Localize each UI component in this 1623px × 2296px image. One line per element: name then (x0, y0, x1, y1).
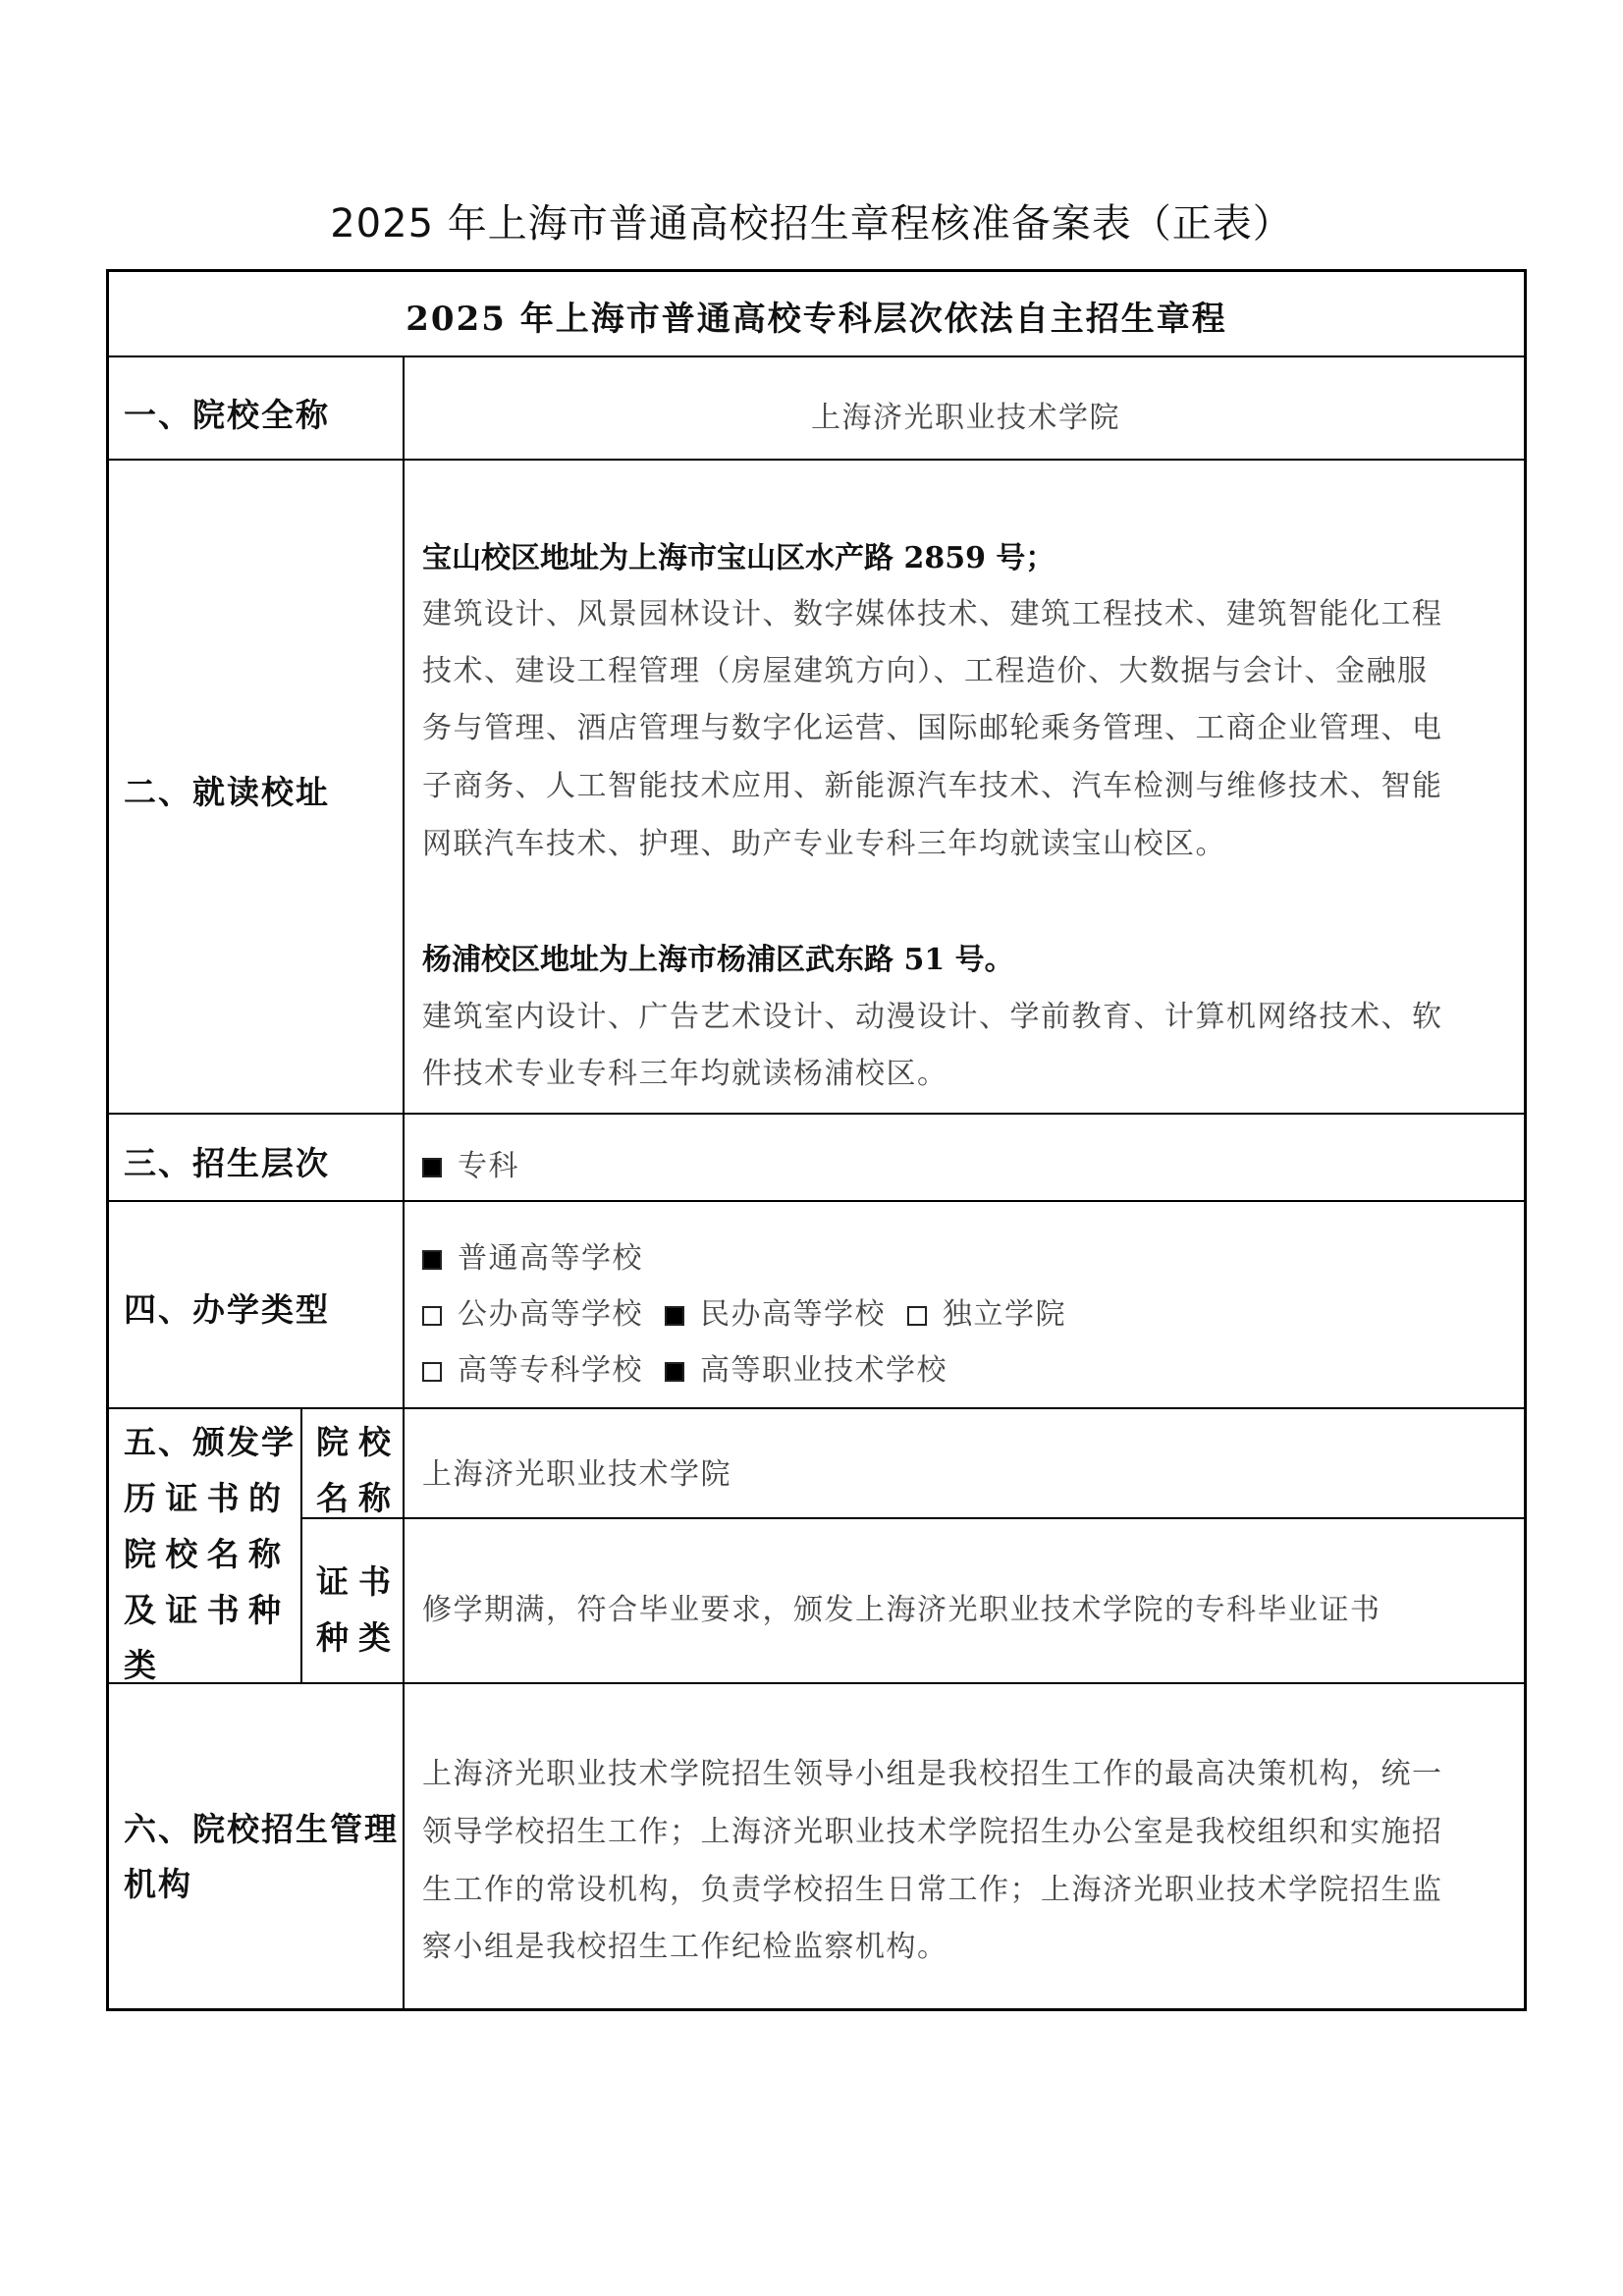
campus2-heading: 杨浦校区地址为上海市杨浦区武东路 51 号。 (422, 943, 1014, 977)
label-certificate-line (124, 1529, 283, 1575)
row-divider (106, 1682, 1527, 1684)
checkbox-empty-icon (907, 1306, 927, 1326)
school-type-option: 高等职业技术学校 (700, 1353, 947, 1388)
label-certificate-char: 的 (247, 1479, 283, 1517)
row-divider (106, 355, 1527, 357)
label-certificate-char: 五 (124, 1423, 158, 1461)
campus1-heading: 宝山校区地址为上海市宝山区水产路 2859 号； (422, 541, 1055, 575)
label-certificate-char: 校 (165, 1535, 200, 1573)
label-certificate-char: 及 (124, 1591, 158, 1629)
label-certificate-line (124, 1417, 296, 1463)
label-certificate-text: 类 (124, 1646, 158, 1684)
label-certificate-char: 证 (165, 1479, 200, 1517)
label-certificate-char: 名 (206, 1535, 242, 1573)
label-admission-office: 机构 (124, 1865, 192, 1903)
row-divider (106, 1200, 1527, 1202)
sublabel-school-name: 院校 (316, 1423, 401, 1461)
label-certificate-char: 颁 (192, 1423, 227, 1461)
row-divider (106, 1113, 1527, 1115)
admission-office-line: 领导学校招生工作；上海济光职业技术学院招生办公室是我校组织和实施招 (422, 1815, 1443, 1849)
label-certificate-char: 、 (158, 1423, 192, 1461)
campus1-line: 建筑设计、风景园林设计、数字媒体技术、建筑工程技术、建筑智能化工程 (422, 597, 1443, 631)
school-type-option: 高等专科学校 (458, 1353, 643, 1388)
campus1-line: 务与管理、酒店管理与数字化运营、国际邮轮乘务管理、工商企业管理、电 (422, 711, 1443, 745)
label-certificate-char: 历 (124, 1479, 158, 1517)
admission-office-line: 上海济光职业技术学院招生领导小组是我校招生工作的最高决策机构，统一 (422, 1757, 1443, 1791)
label-certificate-line (124, 1473, 283, 1519)
school-type-line (422, 1233, 665, 1277)
label-certificate-line (124, 1585, 283, 1631)
label-school-type: 四、办学类型 (124, 1290, 330, 1329)
enrollment-level-text: 专科 (458, 1149, 519, 1183)
checkbox-checked-icon (422, 1158, 442, 1177)
label-enrollment-level: 三、招生层次 (124, 1144, 330, 1182)
campus2-line: 建筑室内设计、广告艺术设计、动漫设计、学前教育、计算机网络技术、软 (422, 1000, 1443, 1034)
school-type-option: 普通高等学校 (458, 1241, 643, 1276)
row-divider (106, 1407, 1527, 1409)
checkbox-checked-icon (422, 1250, 442, 1270)
certificate-school-name: 上海济光职业技术学院 (422, 1457, 731, 1492)
school-type-line (422, 1345, 969, 1389)
checkbox-empty-icon (422, 1362, 442, 1382)
certificate-type-value: 修学期满，符合毕业要求，颁发上海济光职业技术学院的专科毕业证书 (422, 1593, 1381, 1627)
admission-office-line: 察小组是我校招生工作纪检监察机构。 (422, 1930, 948, 1964)
row-divider (106, 459, 1527, 461)
sublabel-school-name: 名称 (316, 1479, 401, 1517)
admission-office-line: 生工作的常设机构，负责学校招生日常工作；上海济光职业技术学院招生监 (422, 1873, 1443, 1907)
checkbox-checked-icon (665, 1306, 684, 1326)
sublabel-certificate-type: 证书 (316, 1562, 401, 1601)
page-title: 2025 年上海市普通高校招生章程核准备案表（正表） (330, 201, 1293, 246)
sublabel-certificate-type: 种类 (316, 1618, 401, 1657)
label-certificate-char: 称 (247, 1535, 283, 1573)
campus1-line: 子商务、人工智能技术应用、新能源汽车技术、汽车检测与维修技术、智能 (422, 769, 1443, 803)
column-divider (300, 1407, 302, 1682)
label-certificate-char: 证 (165, 1591, 200, 1629)
enrollment-level-option (422, 1141, 519, 1184)
label-certificate-char: 书 (206, 1479, 242, 1517)
institution-name-value: 上海济光职业技术学院 (811, 401, 1120, 435)
label-certificate-char: 书 (206, 1591, 242, 1629)
row-divider (300, 1517, 1527, 1519)
checkbox-checked-icon (665, 1362, 684, 1382)
label-institution-name: 一、院校全称 (124, 396, 330, 434)
school-type-option: 独立学院 (943, 1297, 1066, 1332)
campus1-line: 网联汽车技术、护理、助产专业专科三年均就读宝山校区。 (422, 827, 1226, 861)
label-admission-office: 六、院校招生管理 (124, 1810, 399, 1848)
label-certificate-char: 院 (124, 1535, 158, 1573)
school-type-option: 民办高等学校 (700, 1297, 886, 1332)
school-type-option: 公办高等学校 (458, 1297, 643, 1332)
table-subtitle: 2025 年上海市普通高校专科层次依法自主招生章程 (406, 300, 1227, 339)
label-certificate-char: 学 (261, 1423, 296, 1461)
checkbox-empty-icon (422, 1306, 442, 1326)
campus1-line: 技术、建设工程管理（房屋建筑方向）、工程造价、大数据与会计、金融服 (422, 654, 1429, 688)
column-divider (403, 355, 405, 2011)
campus2-line: 件技术专业专科三年均就读杨浦校区。 (422, 1057, 948, 1091)
school-type-line (422, 1289, 1088, 1333)
label-certificate-char: 发 (227, 1423, 261, 1461)
label-campus-address: 二、就读校址 (124, 773, 330, 811)
label-certificate-char: 种 (247, 1591, 283, 1629)
